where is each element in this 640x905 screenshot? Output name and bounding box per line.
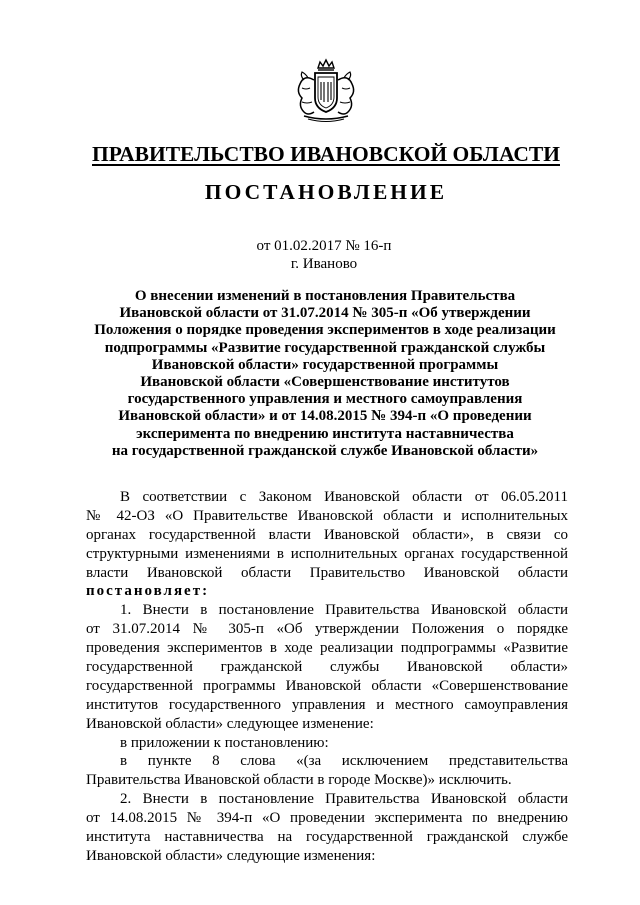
body-line: 1. Внести в постановление Правительства Ивановской области [120, 602, 568, 619]
body-line: Правительства Ивановской области в городе Москве)» исключить. [86, 772, 512, 789]
body-line: органах государственной власти Ивановской области», в связи со [86, 526, 568, 543]
subject-line: Ивановской области» и от 14.08.2015 № 394-п «О проведении [118, 408, 532, 425]
body-line: в пункте 8 слова «(за исключением представительства [120, 753, 568, 770]
subject-line: О внесении изменений в постановления Правительства [134, 288, 516, 304]
date-and-place [0, 237, 640, 273]
subject-line: Ивановской области от 31.07.2014 № 305-п «Об утверждении [119, 305, 531, 322]
body-line: от 31.07.2014 № 305-п «Об утверждении Положения о порядке [86, 621, 568, 638]
body-line: института наставничества на государственной гражданской службе [86, 829, 568, 846]
document-body [86, 488, 568, 866]
body-line: институтов государственного управления и местного самоуправления [86, 696, 568, 713]
body-line: 2. Внести в постановление Правительства Ивановской области [120, 791, 568, 808]
body-line: власти Ивановской области Правительство Ивановской области [86, 564, 568, 581]
subject-line: Положения о порядке проведения экспериментов в ходе реализации [94, 322, 556, 339]
date-number: от 01.02.2017 № 16-п [256, 238, 392, 254]
subject-line: Ивановской области» государственной программы [151, 356, 499, 373]
body-line-resolves: постановляет: [86, 583, 210, 600]
document-type-title: ПОСТАНОВЛЕНИЕ [204, 180, 448, 204]
body-line: В соответствии с Законом Ивановской области от 06.05.2011 [120, 489, 568, 505]
body-line: в приложении к постановлению: [120, 734, 329, 751]
body-line: государственной гражданской службы Ивановской области» [86, 659, 568, 676]
city: г. Иваново [290, 256, 358, 272]
document-subject [90, 288, 560, 460]
subject-line: государственного управления и местного самоуправления [127, 391, 523, 408]
body-line: Ивановской области» следующее изменение: [86, 715, 374, 732]
body-line: государственной программы Ивановской области «Совершенствование [86, 677, 568, 694]
subject-line: на государственной гражданской службе Ивановской области» [111, 442, 539, 459]
organization-title: ПРАВИТЕЛЬСТВО ИВАНОВСКОЙ ОБЛАСТИ [92, 142, 560, 166]
body-line: № 42-ОЗ «О Правительстве Ивановской области и исполнительных [86, 507, 568, 524]
subject-line: Ивановской области «Совершенствование институтов [140, 374, 510, 391]
subject-line: подпрограммы «Развитие государственной гражданской службы [104, 339, 546, 356]
body-line: Ивановской области» следующие изменения: [86, 847, 376, 864]
coat-of-arms-icon [290, 58, 362, 124]
body-line: проведения экспериментов в ходе реализации подпрограммы «Развитие [86, 640, 568, 657]
subject-line: эксперимента по внедрению института наставничества [136, 425, 514, 442]
body-line: структурными изменениями в исполнительных органах государственной [86, 545, 568, 562]
body-line: от 14.08.2015 № 394-п «О проведении эксперимента по внедрению [86, 810, 568, 827]
